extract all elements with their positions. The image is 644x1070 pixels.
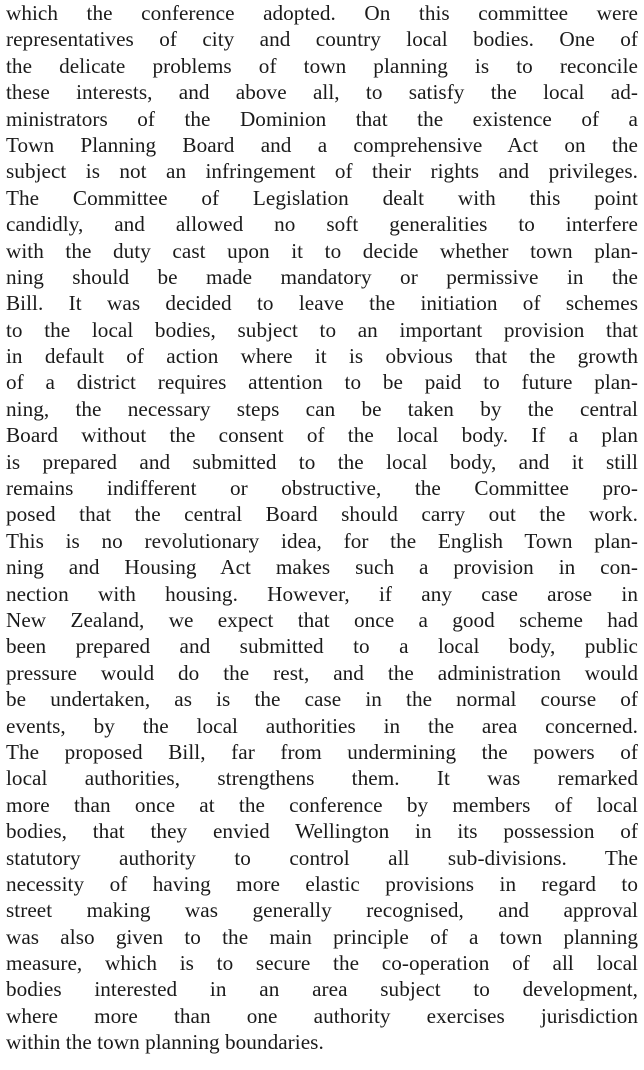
text-line: Bill. It was decided to leave the initiation of schemes (6, 291, 638, 316)
text-line: these interests, and above all, to satisfy the local ad- (6, 80, 638, 105)
text-line: nection with housing. However, if any case arose in (6, 581, 638, 606)
text-line: subject is not an infringement of their rights and privileges. (6, 159, 638, 184)
text-line: remains indifferent or obstructive, the Committee pro- (6, 476, 638, 501)
text-line: events, by the local authorities in the area concerned. (6, 713, 638, 738)
text-line: candidly, and allowed no soft generalities to interfere (6, 212, 638, 237)
text-line: posed that the central Board should carry out the work. (6, 502, 638, 527)
text-line: be undertaken, as is the case in the normal course of (6, 687, 638, 712)
text-line: of a district requires attention to be paid to future plan- (6, 370, 638, 395)
text-line: Town Planning Board and a comprehensive Act on the (6, 132, 638, 157)
text-line: which the conference adopted. On this committee were (6, 1, 638, 25)
text-line: to the local bodies, subject to an important provision that (6, 317, 638, 342)
text-line: ning and Housing Act makes such a provision in con- (6, 555, 638, 580)
article-text (6, 0, 638, 1056)
text-line: The proposed Bill, far from undermining the powers of (6, 739, 638, 764)
text-line: pressure would do the rest, and the administration would (6, 660, 638, 685)
text-line: bodies, that they envied Wellington in its possession of (6, 819, 638, 844)
text-line: ministrators of the Dominion that the existence of a (6, 106, 638, 131)
text-line: with the duty cast upon it to decide whether town plan- (6, 238, 638, 263)
text-line: more than once at the conference by members of local (6, 792, 638, 817)
text-line: The Committee of Legislation dealt with this point (6, 185, 638, 210)
text-line: representatives of city and country local bodies. One of (6, 27, 638, 52)
text-line: in default of action where it is obvious that the growth (6, 344, 638, 369)
text-line: been prepared and submitted to a local body, public (6, 634, 638, 659)
text-line: street making was generally recognised, and approval (6, 898, 638, 923)
text-line: was also given to the main principle of a town planning (6, 924, 638, 949)
text-line: statutory authority to control all sub-divisions. The (6, 845, 638, 870)
text-line: bodies interested in an area subject to development, (6, 977, 638, 1002)
text-line-last: within the town planning boundaries. (6, 1030, 324, 1055)
text-line: This is no revolutionary idea, for the English Town plan- (6, 528, 638, 553)
text-line: New Zealand, we expect that once a good scheme had (6, 607, 638, 632)
text-line: is prepared and submitted to the local body, and it still (6, 449, 638, 474)
text-line: ning should be made mandatory or permissive in the (6, 264, 638, 289)
text-line: ning, the necessary steps can be taken by the central (6, 396, 638, 421)
text-line: measure, which is to secure the co-operation of all local (6, 951, 638, 976)
text-line: where more than one authority exercises jurisdiction (6, 1003, 638, 1028)
text-line: the delicate problems of town planning is to reconcile (6, 53, 638, 78)
text-line: Board without the consent of the local body. If a plan (6, 423, 638, 448)
text-line: necessity of having more elastic provisions in regard to (6, 871, 638, 896)
text-line: local authorities, strengthens them. It was remarked (6, 766, 638, 791)
